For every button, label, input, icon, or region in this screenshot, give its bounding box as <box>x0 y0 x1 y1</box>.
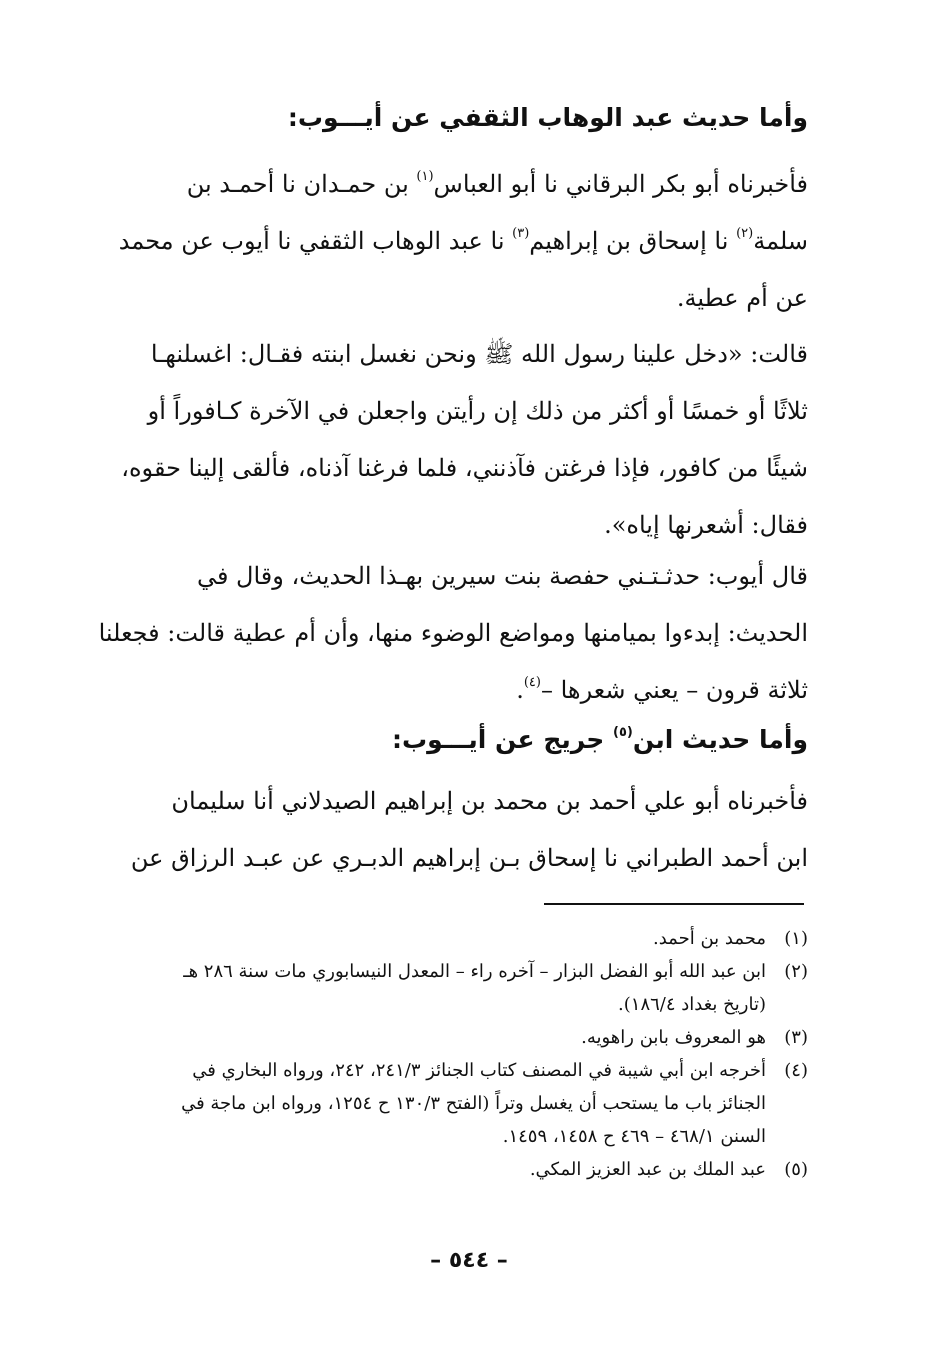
footnote-separator <box>544 903 804 905</box>
text-line: عن أم عطية. <box>676 284 808 312</box>
page-number: – ٥٤٤ – <box>430 1248 508 1273</box>
footnote-line: عبد الملك بن عبد العزيز المكي. <box>529 1159 766 1180</box>
footnote-ref[interactable]: (١) <box>416 169 434 184</box>
footnote-text <box>98 1153 766 1186</box>
footnote-line: ابن عبد الله أبو الفضل البزار – آخره راء – المعدل النيسابوري مات سنة ٢٨٦ هـ <box>183 961 766 982</box>
footnote-line: الجنائز باب ما يستحب أن يغسل وتراً (الفتح ١٣٠/٣ ح ١٢٥٤، ورواه ابن ماجة في <box>181 1093 766 1114</box>
footnotes <box>98 922 808 1186</box>
text-span: بن حمـدان نا أحمـد بن <box>186 170 417 198</box>
text-line: قال أيوب: حدثـتـني حفصة بنت سيرين بهـذا الحديث، وقال في <box>196 562 808 590</box>
text-span: ثلاثة قرون – يعني شعرها – <box>540 676 808 704</box>
footnote-text <box>98 1054 766 1153</box>
text-line: قالت: «دخل علينا رسول الله ﷺ ونحن نغسل ابنته فقـال: اغسلنهـا <box>150 340 808 368</box>
footnote-ref[interactable]: (٢) <box>736 226 754 241</box>
text-span: سلمة <box>753 227 808 255</box>
paragraph-hadith-text <box>98 326 808 554</box>
footnote-text <box>98 955 766 1021</box>
footnote-number: (٣) <box>784 1027 808 1048</box>
footnote-item <box>98 1021 808 1054</box>
footnote-line: (تاريخ بغداد ١٨٦/٤). <box>618 994 766 1015</box>
footnote-number: (٢) <box>784 961 808 982</box>
text-line: شيئًا من كافور، فإذا فرغتن فآذنني، فلما فرغنا آذناه، فألقى إلينا حقوه، <box>121 454 808 482</box>
footnote-ref[interactable]: (٣) <box>512 226 530 241</box>
footnote-line: محمد بن أحمد. <box>653 928 766 949</box>
text-span: نا إسحاق بن إبراهيم <box>529 227 737 255</box>
text-line: ثلاثًا أو خمسًا أو أكثر من ذلك إن رأيتن واجعلن في الآخرة كـافوراً أو <box>147 397 808 425</box>
text-line <box>98 662 808 719</box>
text-line: فقال: أشعرنها إياه». <box>604 511 808 539</box>
footnote-ref[interactable]: (٤) <box>523 675 541 690</box>
footnote-item <box>98 1054 808 1153</box>
paragraph-ayyub-report <box>98 548 808 719</box>
footnote-item <box>98 955 808 1021</box>
text-line: ابن أحمد الطبراني نا إسحاق بـن إبراهيم الدبـري عن عبـد الرزاق عن <box>130 844 808 872</box>
footnote-line: هو المعروف بابن راهويه. <box>581 1027 766 1048</box>
footnote-number: (٥) <box>784 1159 808 1180</box>
paragraph-chain-thaqafi <box>98 156 808 327</box>
text-span: . <box>516 676 524 704</box>
footnote-number: (٤) <box>784 1060 808 1081</box>
footnote-line: السنن ٤٦٨/١ – ٤٦٩ ح ١٤٥٨، ١٤٥٩. <box>502 1126 766 1147</box>
footnote-item <box>98 922 808 955</box>
footnote-ref[interactable]: (٥) <box>613 725 633 740</box>
text-span: جريج عن أيـــوب: <box>391 725 613 754</box>
footnote-line: أخرجه ابن أبي شيبة في المصنف كتاب الجنائز ٢٤١/٣، ٢٤٢، ورواه البخاري في <box>192 1060 766 1081</box>
text-span: فأخبرناه أبو بكر البرقاني نا أبو العباس <box>433 170 808 198</box>
footnote-number: (١) <box>784 928 808 949</box>
text-span: نا عبد الوهاب الثقفي نا أيوب عن محمد <box>118 227 513 255</box>
text-line: الحديث: إبدءوا بميامنها ومواضع الوضوء منها، وأن أم عطية قالت: فجعلنا <box>98 619 808 647</box>
section-heading-thaqafi: وأما حديث عبد الوهاب الثقفي عن أيـــوب: <box>287 103 808 132</box>
footnote-text <box>98 922 766 955</box>
section-heading-ibn-jurayj <box>108 723 808 757</box>
footnote-item <box>98 1153 808 1186</box>
text-line: فأخبرناه أبو علي أحمد بن محمد بن إبراهيم الصيدلاني أنا سليمان <box>171 787 808 815</box>
paragraph-chain-ibn-jurayj <box>98 773 808 887</box>
footnote-text <box>98 1021 766 1054</box>
text-line <box>98 156 808 213</box>
text-line <box>98 213 808 270</box>
text-span: وأما حديث ابن <box>632 725 808 754</box>
